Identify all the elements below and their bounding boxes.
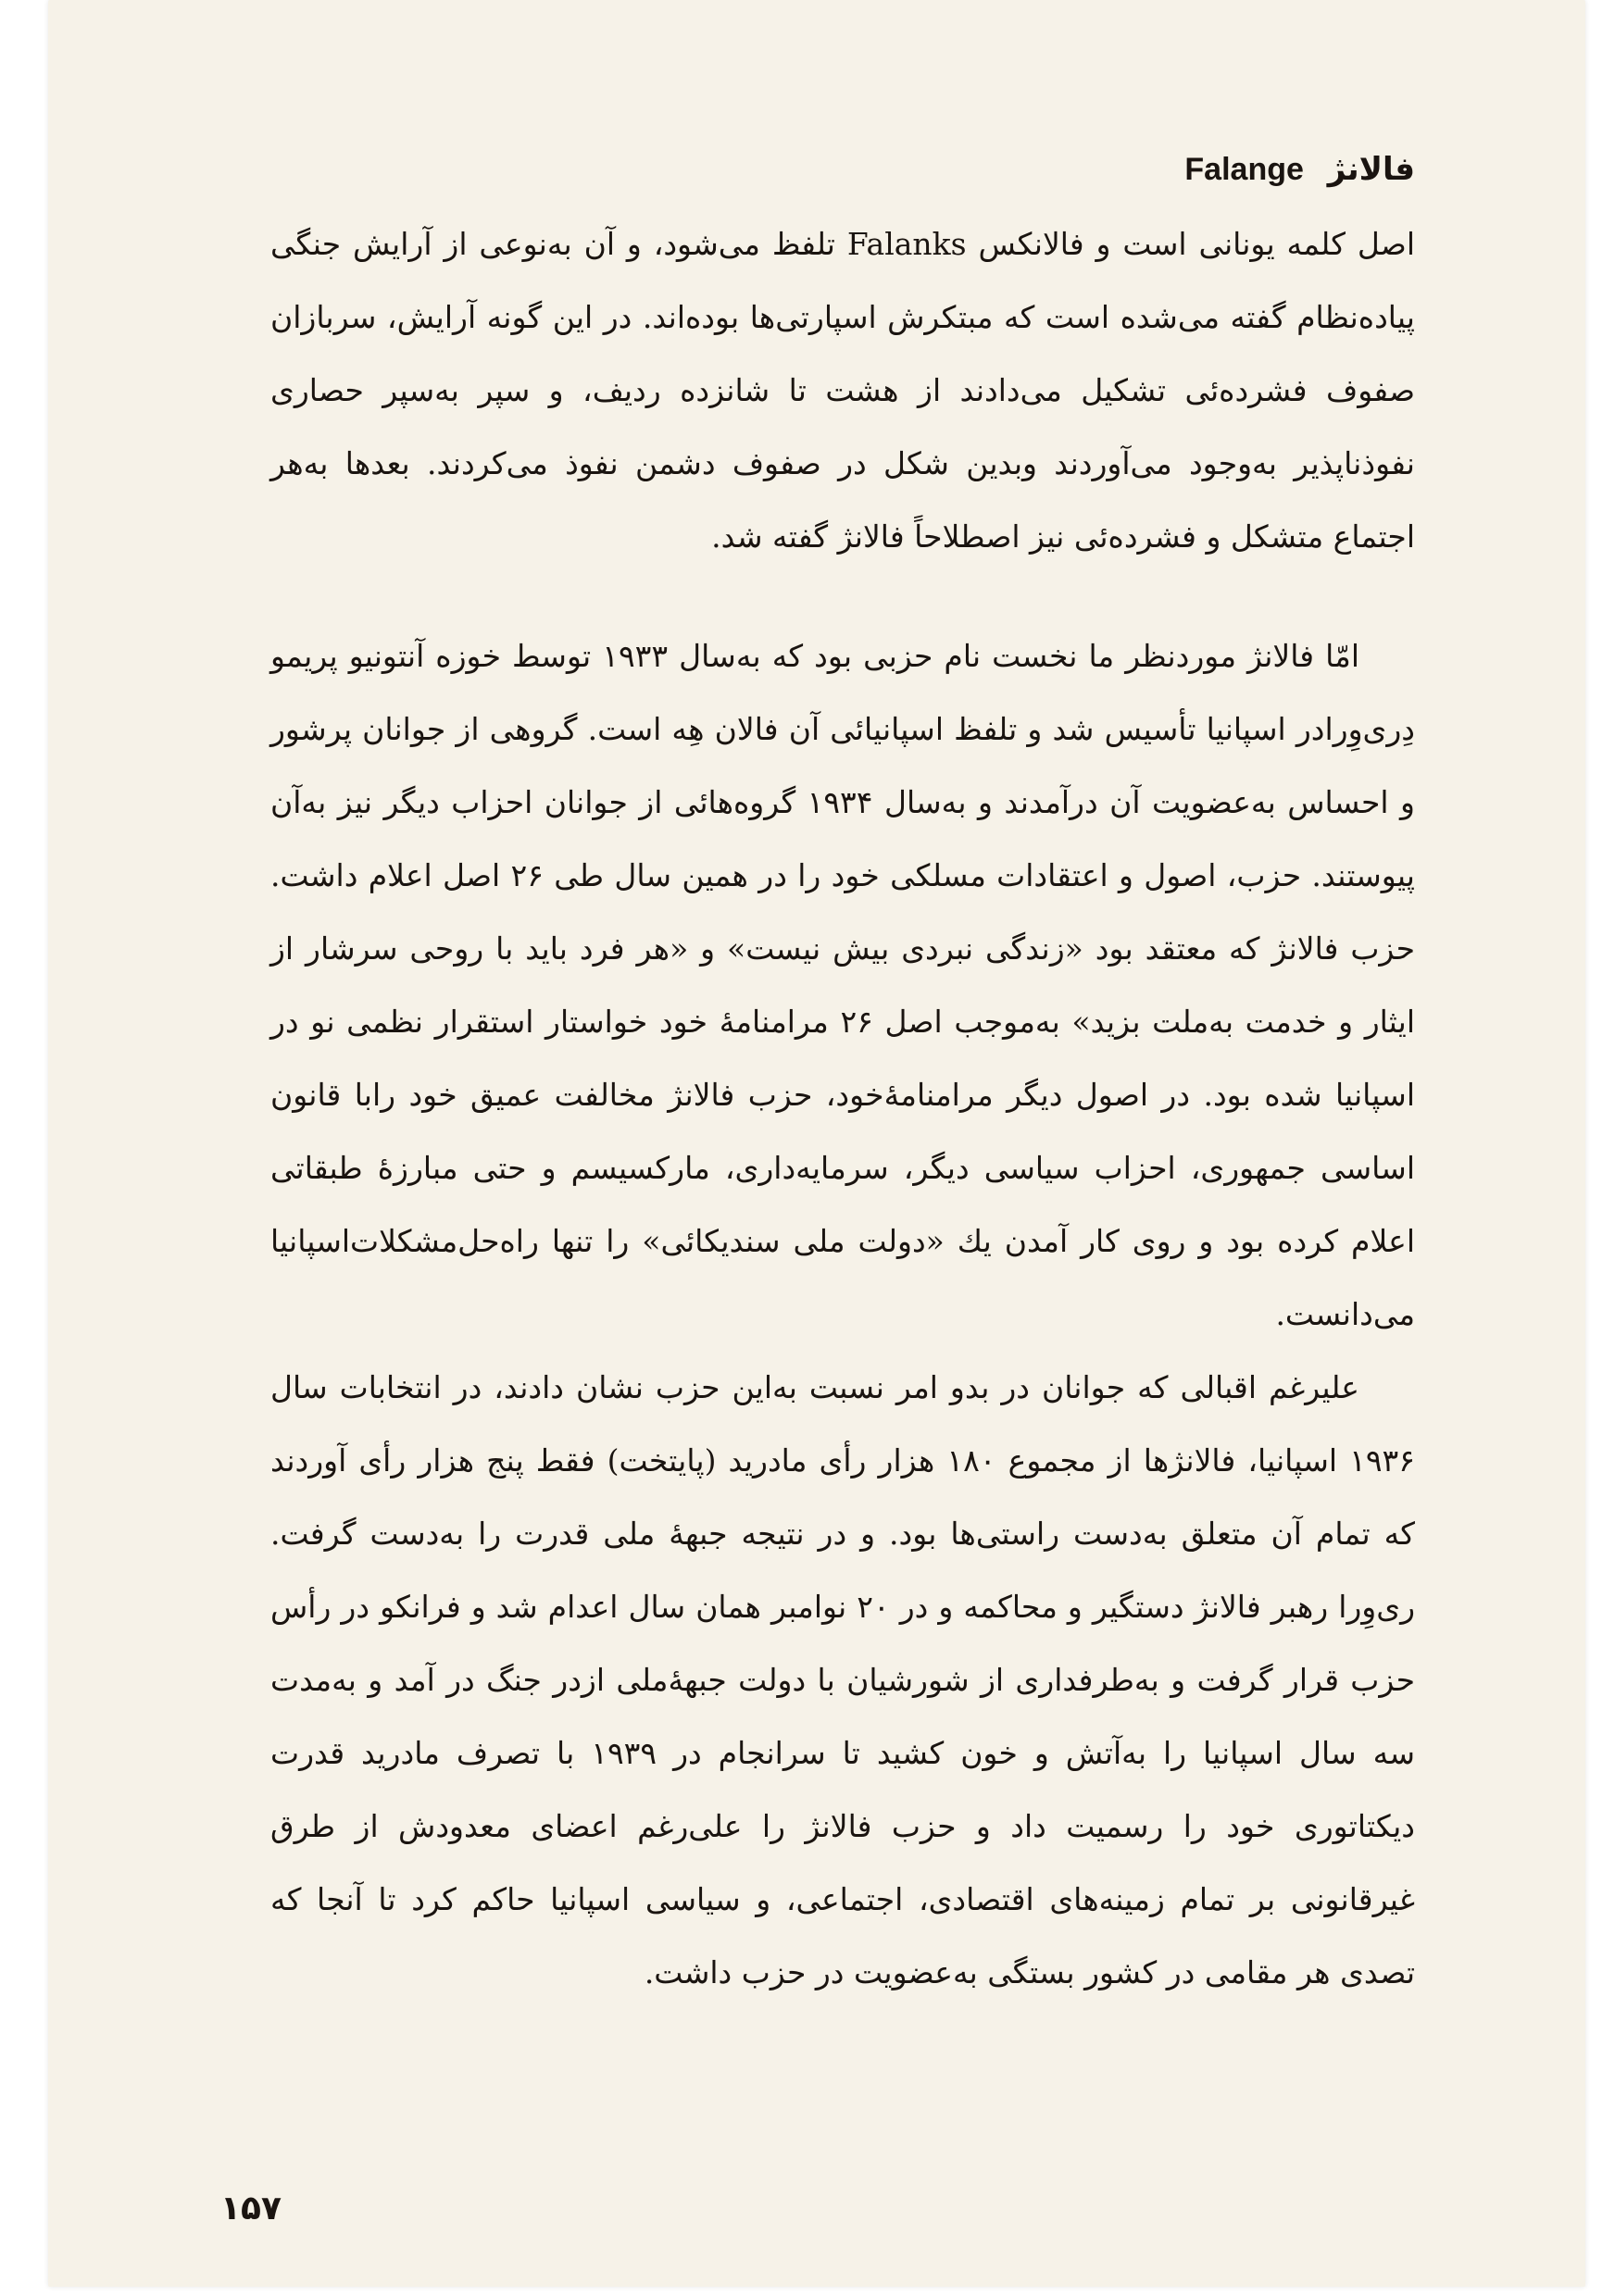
paragraph-etymology: اصل کلمه یونانی است و فالانکس Falanks تلفظ می‌شود، و آن به‌نوعی از آرایش جنگی پیاده‌نظام گفته می‌شده است که مبتکرش اسپارتی‌ها بوده‌اند. در این گونه آرایش، سربازان صفوف فشرده‌ئی تشکیل می‌دادند از هشت تا شانزده ردیف، و سپر به‌سپر حصاری نفوذناپذیر به‌وجود می‌آوردند وبدین شکل در صفوف دشمن نفوذ می‌کردند. بعدها به‌هر اجتماع متشکل و فشرده‌ئی نیز اصطلاحاً فالانژ گفته شد.	[270, 226, 1415, 555]
page-content	[270, 139, 1415, 2009]
heading-title-latin: Falange	[1184, 152, 1304, 187]
paragraph-party-history: امّا فالانژ موردنظر ما نخست نام حزبی بود که به‌سال ۱۹۳۳ توسط خوزه آنتونیو پریمو دِری‌وِرادر اسپانیا تأسیس شد و تلفظ اسپانیائی آن فالان هِه است. گروهی از جوانان پرشور و احساس به‌عضویت آن درآمدند و به‌سال ۱۹۳۴ گروه‌هائی از جوانان احزاب دیگر نیز به‌آن پیوستند. حزب، اصول و اعتقادات مسلکی خود را در همین سال طی ۲۶ اصل اعلام داشت. حزب فالانژ که معتقد بود «زندگی نبردی بیش نیست» و «هر فرد باید با روحی سرشار از ایثار و خدمت به‌ملت بزید» به‌موجب اصل ۲۶ مرامنامهٔ خود خواستار استقرار نظمی نو در اسپانیا شده بود. در اصول دیگر مرامنامهٔ‌خود، حزب فالانژ مخالفت عمیق خود رابا قانون اساسی جمهوری، احزاب سیاسی دیگر، سرمایه‌داری، مارکسیسم و حتی مبارزهٔ طبقاتی اعلام کرده بود و روی کار آمدن یك «دولت ملی سندیکائی» را تنها راه‌حل‌مشکلات‌اسپانیا می‌دانست.	[270, 638, 1415, 1332]
book-page	[48, 0, 1585, 2287]
paragraph-elections-war: علیرغم اقبالی که جوانان در بدو امر نسبت به‌این حزب نشان دادند، در انتخابات سال ۱۹۳۶ اسپانیا، فالانژها از مجموع ۱۸۰ هزار رأی مادرید (پایتخت) فقط پنج هزار رأی آوردند که تمام آن متعلق به‌دست راستی‌ها بود. و در نتیجه جبههٔ ملی قدرت را به‌دست گرفت. ری‌وِرا رهبر فالانژ دستگیر و محاکمه و در ۲۰ نوامبر همان سال اعدام شد و فرانکو در رأس حزب قرار گرفت و به‌طرفداری از شورشیان با دولت جبههٔ‌ملی ازدر جنگ در آمد و به‌مدت سه سال اسپانیا را به‌آتش و خون کشید تا سرانجام در ۱۹۳۹ با تصرف مادرید قدرت دیکتاتوری خود را رسمیت داد و حزب فالانژ را علی‌رغم اعضای معدودش از طرق غیرقانونی بر تمام زمینه‌های اقتصادی، اجتماعی، و سیاسی اسپانیا حاکم کرد تا آنجا که تصدی هر مقامی در کشور بستگی به‌عضویت در حزب داشت.	[270, 1369, 1416, 1990]
heading-title-persian: فالانژ	[1327, 151, 1415, 188]
page-number: ۱۵۷	[220, 2190, 282, 2227]
entry-heading	[270, 139, 1415, 200]
